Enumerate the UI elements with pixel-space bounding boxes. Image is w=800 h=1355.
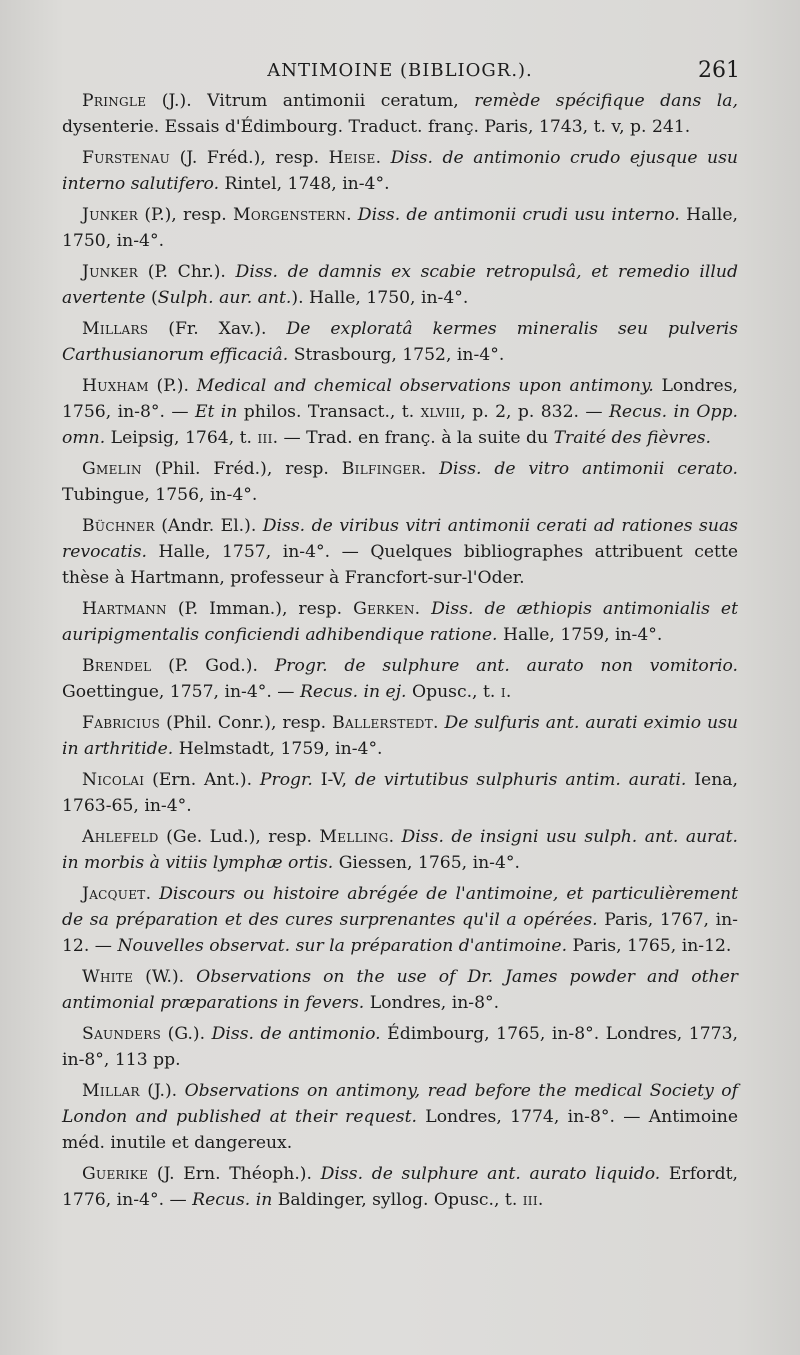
small-caps-text: Pringle bbox=[82, 91, 147, 111]
entry-text: Strasbourg, 1752, in-4°. bbox=[288, 345, 505, 365]
bibliography-entry bbox=[62, 456, 738, 508]
small-caps-text: Millar bbox=[82, 1081, 140, 1101]
small-caps-text: Ballerstedt bbox=[332, 713, 434, 733]
title-text: de virtutibus sulphuris antim. aurati. bbox=[354, 770, 687, 790]
bibliography-entry bbox=[62, 653, 738, 705]
entry-text: . bbox=[388, 827, 402, 847]
entry-text: . bbox=[505, 682, 512, 702]
small-caps-text: Gerken bbox=[353, 599, 415, 619]
small-caps-text: Huxham bbox=[82, 376, 149, 396]
entry-text: Londres, 1774, in-8°. — Antimoine méd. inutile et dangereux. bbox=[62, 1107, 738, 1153]
title-text: Diss. de viribus vitri antimonii cerati ad rationes suas revocatis. bbox=[62, 516, 739, 562]
entry-text: (P. Imman.), resp. bbox=[166, 599, 354, 619]
small-caps-text: Bilfinger bbox=[341, 459, 421, 479]
small-caps-text: Heise bbox=[328, 148, 376, 168]
entry-text: (Andr. El.). bbox=[154, 516, 263, 536]
bibliography-entry bbox=[62, 1161, 738, 1213]
small-caps-text: xlviii bbox=[420, 402, 461, 422]
title-text: Diss. de insigni usu sulph. ant. aurat. in morbis à vitiis lymphæ ortis. bbox=[62, 827, 738, 873]
entry-text: Paris, 1767, in-12. — bbox=[62, 910, 738, 956]
title-text: Recus. in ej. bbox=[299, 682, 407, 702]
entry-text: . bbox=[537, 1190, 544, 1210]
bibliography-entry bbox=[62, 316, 738, 368]
entry-text: Leipsig, 1764, t. bbox=[105, 428, 258, 448]
title-text: Diss. de vitro antimonii cerato. bbox=[439, 459, 738, 479]
entry-text: Tubingue, 1756, in-4°. bbox=[62, 485, 258, 505]
entry-text: Rintel, 1748, in-4°. bbox=[219, 174, 390, 194]
title-text: Diss. de æthiopis antimonialis et auripigmentalis conficiendi adhibendique ratione. bbox=[62, 599, 738, 645]
bibliography-entry bbox=[62, 881, 738, 959]
entry-text: (Phil. Fréd.), resp. bbox=[141, 459, 342, 479]
small-caps-text: Jacquet bbox=[82, 884, 146, 904]
title-text: Sulph. aur. ant. bbox=[157, 288, 292, 308]
title-text: Progr. de sulphure ant. aurato non vomitorio. bbox=[274, 656, 739, 676]
small-caps-text: Fabricius bbox=[82, 713, 161, 733]
entry-text: (Phil. Conr.), resp. bbox=[160, 713, 333, 733]
entry-text: . — Trad. en franç. à la suite du bbox=[272, 428, 554, 448]
bibliography-entry bbox=[62, 373, 738, 451]
bibliography-entry bbox=[62, 964, 738, 1016]
entry-text: . bbox=[346, 205, 358, 225]
small-caps-text: Hartmann bbox=[82, 599, 167, 619]
entry-text: . bbox=[375, 148, 391, 168]
small-caps-text: Junker bbox=[82, 205, 139, 225]
small-caps-text: Gmelin bbox=[82, 459, 142, 479]
entry-text: Goettingue, 1757, in-4°. — bbox=[62, 682, 300, 702]
entry-text: (J.). Vitrum antimonii ceratum, bbox=[146, 91, 475, 111]
entry-text: Baldinger, syllog. Opusc., t. bbox=[272, 1190, 523, 1210]
entry-text: . bbox=[414, 599, 432, 619]
title-text: Et in bbox=[194, 402, 238, 422]
entry-text: (W.). bbox=[133, 967, 197, 987]
small-caps-text: i bbox=[500, 682, 506, 702]
entry-text: ( bbox=[145, 288, 158, 308]
bibliography-entry bbox=[62, 596, 738, 648]
bibliography-entry bbox=[62, 513, 738, 591]
title-text: Recus. in bbox=[192, 1190, 273, 1210]
entry-text: (P. God.). bbox=[151, 656, 275, 676]
entry-text: Iena, 1763-65, in-4°. bbox=[62, 770, 738, 816]
entry-text: Londres, in-8°. bbox=[364, 993, 500, 1013]
entry-text: (P. Chr.). bbox=[138, 262, 236, 282]
small-caps-text: Morgenstern bbox=[232, 205, 347, 225]
title-text: Diss. de antimonio crudo ejusque usu interno salutifero. bbox=[62, 148, 738, 194]
entry-text: Halle, 1750, in-4°. bbox=[62, 205, 738, 251]
small-caps-text: White bbox=[82, 967, 134, 987]
bibliography-entry bbox=[62, 767, 738, 819]
small-caps-text: Brendel bbox=[82, 656, 152, 676]
entry-text: (J.). bbox=[139, 1081, 185, 1101]
title-text: Progr. bbox=[259, 770, 313, 790]
entry-text: . bbox=[433, 713, 445, 733]
entry-text: (P.), resp. bbox=[138, 205, 233, 225]
entry-text: Halle, 1757, in-4°. — Quelques bibliographes attribuent cette thèse à Hartmann, professeur à Francfort-sur-l'Oder. bbox=[62, 542, 738, 588]
entry-text: . bbox=[145, 884, 160, 904]
small-caps-text: Saunders bbox=[82, 1024, 162, 1044]
entry-text: (Ern. Ant.). bbox=[144, 770, 260, 790]
bibliography-entry bbox=[62, 1078, 738, 1156]
bibliography-entry bbox=[62, 259, 738, 311]
page-number: 261 bbox=[698, 58, 740, 83]
entry-text: ). Halle, 1750, in-4°. bbox=[291, 288, 469, 308]
entry-text: Helmstadt, 1759, in-4°. bbox=[173, 739, 383, 759]
small-caps-text: iii bbox=[257, 428, 273, 448]
small-caps-text: Furstenau bbox=[82, 148, 171, 168]
bibliography-entry bbox=[62, 145, 738, 197]
title-text: Discours ou histoire abrégée de l'antimoine, et particulièrement de sa préparation et des cures surprenantes qu'il a opérées. bbox=[62, 884, 738, 930]
entry-text: Édimbourg, 1765, in-8°. Londres, 1773, in-8°, 113 pp. bbox=[62, 1024, 738, 1070]
entry-text: , p. 2, p. 832. — bbox=[460, 402, 609, 422]
small-caps-text: Millars bbox=[82, 319, 149, 339]
entry-text: (G.). bbox=[161, 1024, 212, 1044]
bibliography-entry bbox=[62, 88, 738, 140]
title-text: De sulfuris ant. aurati eximio usu in arthritide. bbox=[62, 713, 738, 759]
entry-text: I-V, bbox=[312, 770, 355, 790]
bibliography-entry bbox=[62, 1021, 738, 1073]
entry-text: (J. Ern. Théoph.). bbox=[148, 1164, 321, 1184]
title-text: Diss. de sulphure ant. aurato liquido. bbox=[320, 1164, 661, 1184]
entry-text: Halle, 1759, in-4°. bbox=[497, 625, 663, 645]
bibliography-entry bbox=[62, 202, 738, 254]
entry-text: Paris, 1765, in-12. bbox=[567, 936, 732, 956]
page-header bbox=[60, 58, 740, 88]
entry-text: (J. Fréd.), resp. bbox=[170, 148, 329, 168]
small-caps-text: Nicolai bbox=[82, 770, 145, 790]
title-text: Medical and chemical observations upon antimony. bbox=[196, 376, 654, 396]
small-caps-text: Büchner bbox=[82, 516, 155, 536]
entry-text: Erfordt, 1776, in-4°. — bbox=[62, 1164, 738, 1210]
title-text: Observations on the use of Dr. James powder and other antimonial præparations in fevers. bbox=[62, 967, 738, 1013]
entry-text: . bbox=[420, 459, 440, 479]
title-text: Traité des fièvres. bbox=[553, 428, 712, 448]
entry-text: Opusc., t. bbox=[406, 682, 501, 702]
title-text: remède spécifique dans la, bbox=[474, 91, 738, 111]
small-caps-text: Ahlefeld bbox=[82, 827, 159, 847]
title-text: Diss. de antimonii crudi usu interno. bbox=[357, 205, 680, 225]
title-text: Observations on antimony, read before the medical Society of London and published at their request. bbox=[62, 1081, 738, 1127]
bibliography-entry bbox=[62, 710, 738, 762]
small-caps-text: Melling bbox=[319, 827, 389, 847]
running-head: ANTIMOINE (BIBLIOGR.). bbox=[267, 60, 533, 81]
entry-text: (P.). bbox=[148, 376, 197, 396]
bibliography-entry bbox=[62, 824, 738, 876]
small-caps-text: iii bbox=[522, 1190, 538, 1210]
title-text: De exploratâ kermes mineralis seu pulveris Carthusianorum efficaciâ. bbox=[62, 319, 738, 365]
small-caps-text: Guerike bbox=[82, 1164, 149, 1184]
title-text: Recus. in Opp. omn. bbox=[62, 402, 738, 448]
title-text: Nouvelles observat. sur la préparation d'antimoine. bbox=[117, 936, 568, 956]
entry-text: dysenterie. Essais d'Édimbourg. Traduct. franç. Paris, 1743, t. v, p. 241. bbox=[62, 117, 691, 137]
entry-text: (Ge. Lud.), resp. bbox=[158, 827, 320, 847]
bibliography-list bbox=[62, 88, 738, 1218]
title-text: Diss. de antimonio. bbox=[211, 1024, 381, 1044]
entry-text: philos. Transact., t. bbox=[237, 402, 421, 422]
entry-text: (Fr. Xav.). bbox=[148, 319, 287, 339]
title-text: Diss. de damnis ex scabie retropulsâ, et remedio illud avertente bbox=[62, 262, 738, 308]
entry-text: Giessen, 1765, in-4°. bbox=[333, 853, 520, 873]
entry-text: Londres, 1756, in-8°. — bbox=[62, 376, 739, 422]
small-caps-text: Junker bbox=[82, 262, 139, 282]
